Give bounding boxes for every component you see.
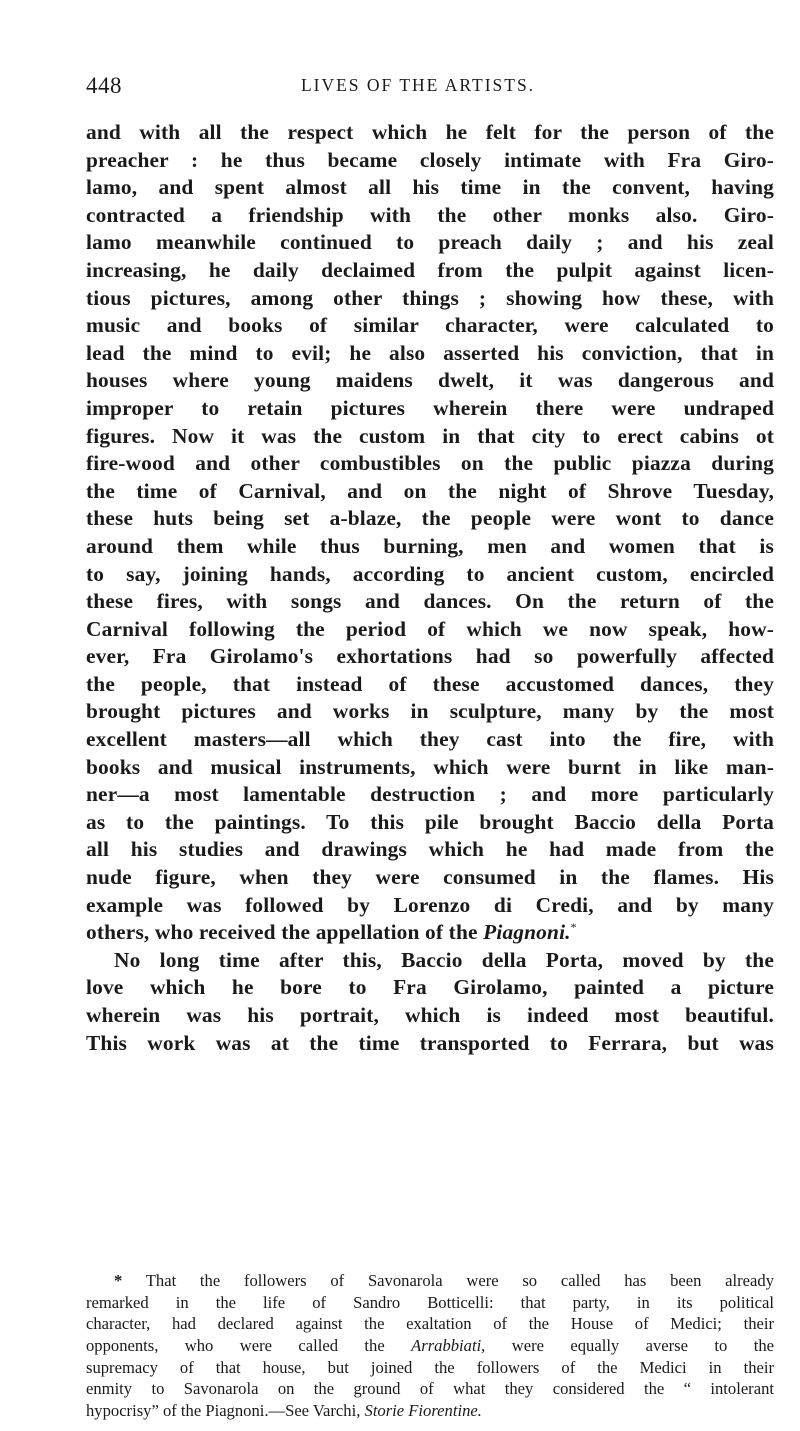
text-line: these huts being set a-blaze, the people were wont to dance [86,506,774,531]
text-line: Carnival following the period of which we now speak, how- [86,616,774,641]
text-line: ner—a most lamentable destruction ; and more particularly [86,782,774,807]
footnote [86,1270,774,1422]
italic-term: Piagnoni. [483,920,571,945]
text-line: increasing, he daily declaimed from the pulpit against licen- [86,257,774,282]
text-line: contracted a friendship with the other monks also. Giro- [86,202,774,227]
text-line-piagnoni [86,919,774,947]
text-line: the time of Carnival, and on the night of Shrove Tuesday, [86,478,774,503]
text-line: all his studies and drawings which he had made from the [86,837,774,862]
paragraph-start-line: No long time after this, Baccio della Porta, moved by the [114,947,774,972]
text-line: to say, joining hands, according to ancient custom, encircled [86,561,774,586]
footnote-line [86,1270,774,1292]
text-line: lamo, and spent almost all his time in the convent, having [86,175,774,200]
text-line: the people, that instead of these accustomed dances, they [86,671,774,696]
footnote-text: That the followers of Savonarola were so called has been already [145,1271,774,1290]
text-line: wherein was his portrait, which is indeed most beautiful. [86,1003,774,1027]
footnote-line: remarked in the life of Sandro Botticelli: that party, in its political [86,1292,774,1312]
text-line: excellent masters—all which they cast into the fire, with [86,727,774,752]
text-line: example was followed by Lorenzo di Credi, and by many [86,892,774,917]
text-line: brought pictures and works in sculpture, many by the most [86,699,774,724]
text-line: nude figure, when they were consumed in the flames. His [86,865,774,890]
text-line: houses where young maidens dwelt, it was dangerous and [86,368,774,393]
footnote-text: hypocrisy” of the Piagnoni.—See Varchi, [86,1401,365,1421]
text-line: ever, Fra Girolamo's exhortations had so powerfully affected [86,644,774,669]
footnote-line: supremacy of that house, but joined the followers of the Medici in their [86,1357,774,1377]
text-line: love which he bore to Fra Girolamo, painted a picture [86,975,774,1000]
text-line: books and musical instruments, which were burnt in like man- [86,754,774,779]
text-segment: others, who received the appellation of the [86,920,484,945]
text-line: lamo meanwhile continued to preach daily ; and his zeal [86,230,774,255]
main-text [86,119,774,1057]
footnote-mark: * [114,1271,123,1290]
footnote-line [86,1335,774,1357]
text-line: figures. Now it was the custom in that city to erect cabins ot [86,423,774,448]
footnote-reference[interactable]: * [570,920,577,935]
footnote-line [86,1400,774,1422]
text-line: music and books of similar character, were calculated to [86,313,774,338]
text-line: around them while thus burning, men and women that is [86,533,774,558]
text-line: tious pictures, among other things ; showing how these, with [86,285,774,310]
page-header [86,73,750,109]
text-line: fire-wood and other combustibles on the public piazza during [86,451,774,476]
text-line: these fires, with songs and dances. On the return of the [86,589,774,614]
text-line: and with all the respect which he felt for the person of the [86,120,774,144]
footnote-line: character, had declared against the exaltation of the House of Medici; their [86,1314,774,1334]
text-line: lead the mind to evil; he also asserted his conviction, that in [86,340,774,365]
text-line: preacher : he thus became closely intimate with Fra Giro- [86,147,774,172]
text-line: as to the paintings. To this pile brought Baccio della Porta [86,809,774,834]
italic-term: Arrabbiati, [411,1336,486,1356]
footnote-line: enmity to Savonarola on the ground of what they considered the “ intolerant [86,1379,774,1399]
footnote-text: were equally averse to the [485,1336,774,1356]
text-line: improper to retain pictures wherein there were undraped [86,395,774,420]
page-number: 448 [86,73,122,98]
footnote-text: opponents, who were called the [86,1336,412,1356]
text-line: This work was at the time transported to Ferrara, but was [86,1030,774,1055]
running-title: LIVES OF THE ARTISTS. [300,75,536,95]
citation-title: Storie Fiorentine. [364,1401,482,1421]
